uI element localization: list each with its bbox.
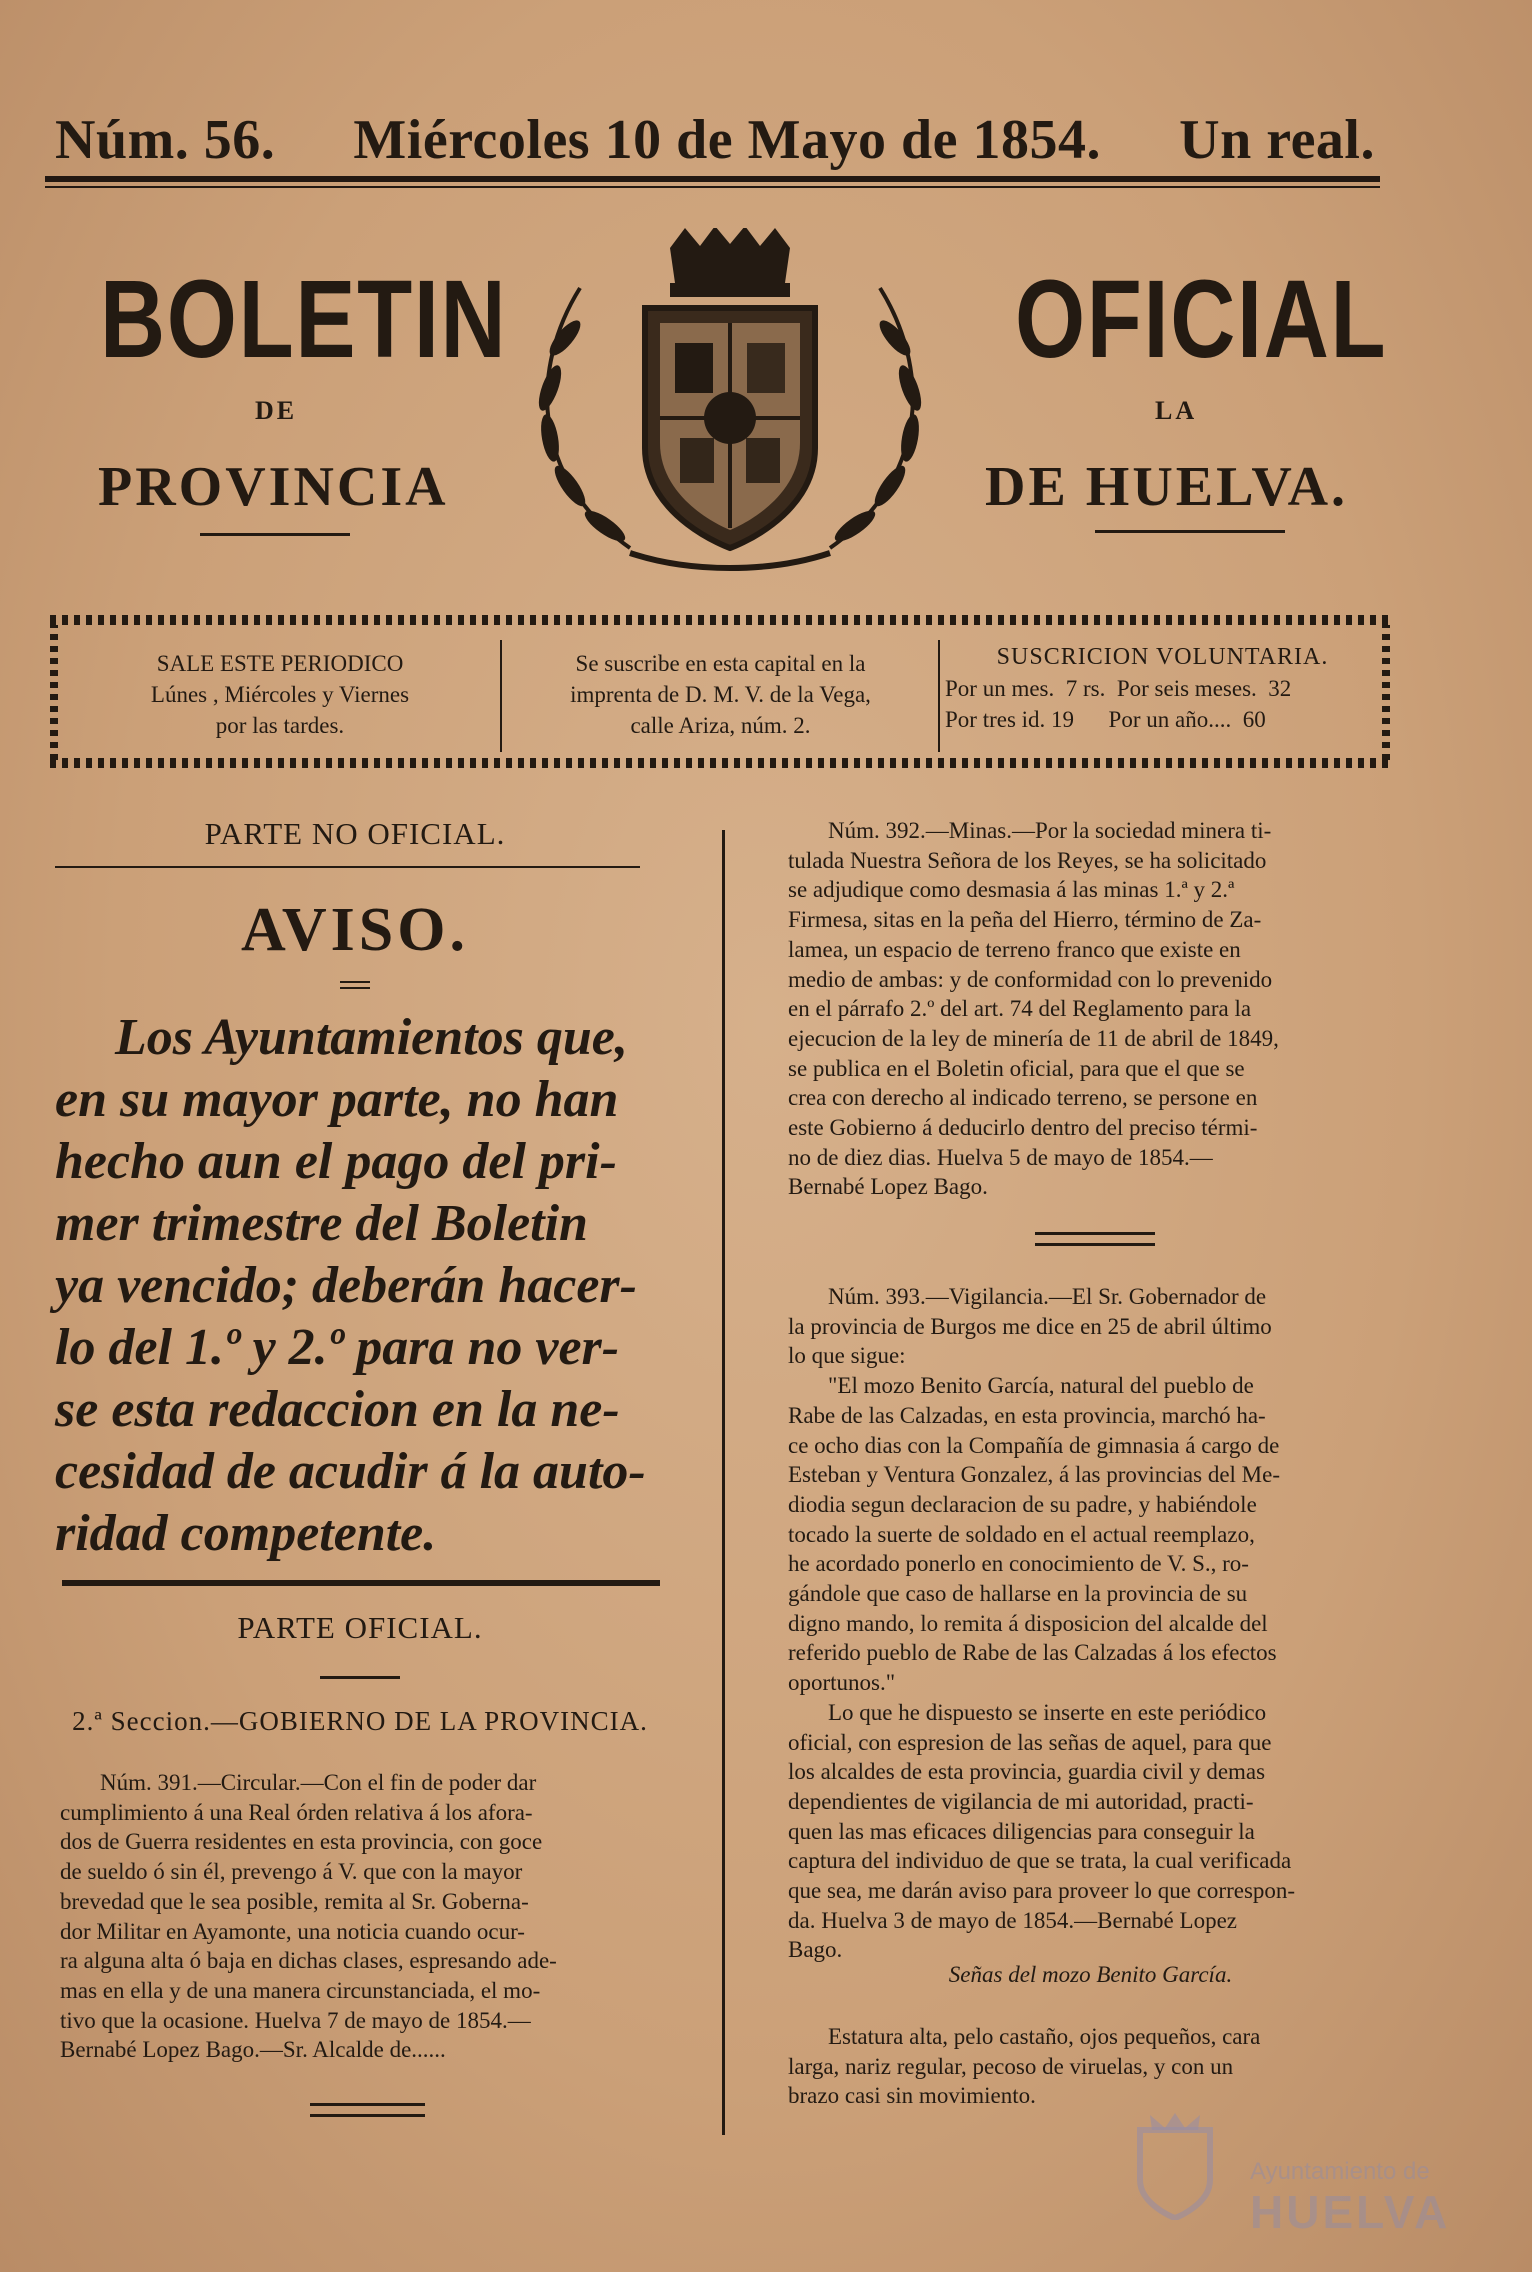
text-line: mas en ella y de una manera circunstanciada, el mo- bbox=[60, 1977, 541, 2003]
infobar-schedule bbox=[70, 648, 490, 741]
text-line: oficial, con espresion de las señas de aquel, para que bbox=[788, 1729, 1272, 1755]
text-line: que sea, me darán aviso para proveer lo que correspon- bbox=[788, 1878, 1296, 1904]
title-oficial: OFICIAL bbox=[1015, 258, 1388, 381]
coat-of-arms-icon bbox=[510, 228, 950, 578]
text-line: tulada Nuestra Señora de los Reyes, se ha solicitado bbox=[788, 847, 1267, 873]
watermark-shield-icon bbox=[1130, 2110, 1220, 2220]
infobar-divider-1 bbox=[500, 640, 502, 752]
text-line: gándole que caso de hallarse en la provincia de su bbox=[788, 1581, 1248, 1607]
watermark-line1: Ayuntamiento de bbox=[1250, 2158, 1430, 2185]
infobar-border-bottom bbox=[50, 758, 1390, 768]
place-line: Se suscribe en esta capital en la bbox=[575, 651, 866, 676]
text-line: digno mando, lo remita á disposicion del alcalde del bbox=[788, 1610, 1268, 1636]
text-line: la provincia de Burgos me dice en 25 de abril último bbox=[788, 1313, 1272, 1339]
end-ornament bbox=[310, 2103, 425, 2117]
text-line: ra alguna alta ó baja en dichas clases, espresando ade- bbox=[60, 1948, 557, 1974]
aviso-line: hecho aun el pago del pri- bbox=[55, 1133, 617, 1190]
aviso-notice bbox=[55, 1007, 665, 1565]
article-391 bbox=[60, 1768, 665, 2065]
text-line: Estatura alta, pelo castaño, ojos pequeños, cara bbox=[828, 2024, 1261, 2049]
text-line: este Gobierno á deducirlo dentro del preciso térmi- bbox=[788, 1115, 1258, 1141]
text-line: diodia segun declaracion de su padre, y habiéndole bbox=[788, 1491, 1257, 1517]
text-line: dos de Guerra residentes en esta provincia, con goce bbox=[60, 1829, 543, 1855]
heading-rule bbox=[55, 866, 640, 868]
place-line: imprenta de D. M. V. de la Vega, bbox=[570, 682, 871, 707]
text-line: lo que sigue: bbox=[788, 1343, 906, 1369]
aviso-line: lo del 1.º y 2.º para no ver- bbox=[55, 1319, 620, 1376]
aviso-dash bbox=[340, 981, 370, 983]
parte-oficial-heading: PARTE OFICIAL. bbox=[237, 1610, 483, 1645]
prices-row: Por tres id. 19 Por un año.... 60 bbox=[945, 707, 1266, 732]
aviso-line: se esta redaccion en la ne- bbox=[55, 1381, 620, 1438]
text-line: Rabe de las Calzadas, en esta provincia, marchó ha- bbox=[788, 1402, 1266, 1428]
aviso-dash-2 bbox=[340, 987, 370, 989]
text-line: "El mozo Benito García, natural del pueblo de bbox=[828, 1373, 1254, 1399]
infobar-border-top bbox=[50, 615, 1390, 625]
issue-date: Miércoles 10 de Mayo de 1854. bbox=[353, 109, 1101, 171]
text-line: he acordado ponerlo en conocimiento de V. S., ro- bbox=[788, 1551, 1249, 1577]
infobar-divider-2 bbox=[938, 640, 940, 752]
text-line: larga, nariz regular, pecoso de viruelas, y con un bbox=[788, 2053, 1234, 2079]
text-line: da. Huelva 3 de mayo de 1854.—Bernabé Lopez bbox=[788, 1907, 1237, 1933]
text-line: de sueldo ó sin él, prevengo á V. que con la mayor bbox=[60, 1859, 523, 1885]
column-divider bbox=[722, 830, 725, 2135]
article-393 bbox=[788, 1282, 1393, 1965]
text-line: brazo casi sin movimiento. bbox=[788, 2083, 1036, 2109]
infobar-subscription-place bbox=[508, 648, 933, 741]
aviso-line: en su mayor parte, no han bbox=[55, 1071, 619, 1128]
text-line: tivo que la ocasione. Huelva 7 de mayo de 1854.— bbox=[60, 2007, 531, 2033]
aviso-line: Los Ayuntamientos que, bbox=[115, 1009, 628, 1066]
aviso-title: AVISO. bbox=[241, 896, 469, 964]
title-boletin: BOLETIN bbox=[100, 258, 508, 381]
section-rule bbox=[62, 1580, 660, 1586]
schedule-line: Lúnes , Miércoles y Viernes bbox=[150, 682, 410, 707]
issue-number: Núm. 56. bbox=[55, 109, 276, 171]
text-line: Bago. bbox=[788, 1937, 843, 1963]
text-line: cumplimiento á una Real órden relativa á los afora- bbox=[60, 1799, 533, 1825]
text-line: dor Militar en Ayamonte, una noticia cuando ocur- bbox=[60, 1918, 525, 1944]
text-line: brevedad que le sea posible, remita al Sr. Goberna- bbox=[60, 1888, 529, 1914]
aviso-line: ridad competente. bbox=[55, 1505, 437, 1562]
title-de-huelva: DE HUELVA. bbox=[985, 456, 1349, 518]
infobar-border-right bbox=[1382, 625, 1390, 760]
title-la: LA bbox=[1155, 396, 1198, 425]
text-line: Núm. 393.—Vigilancia.—El Sr. Gobernador de bbox=[828, 1284, 1267, 1309]
text-line: Lo que he dispuesto se inserte en este periódico bbox=[828, 1699, 1267, 1725]
aviso-line: mer trimestre del Boletin bbox=[55, 1195, 588, 1252]
text-line: no de diez dias. Huelva 5 de mayo de 1854.— bbox=[788, 1144, 1213, 1170]
text-line: Firmesa, sitas en la peña del Hierro, término de Za- bbox=[788, 907, 1262, 933]
text-line: ejecucion de la ley de minería de 11 de abril de 1849, bbox=[788, 1025, 1279, 1051]
infobar-border-left bbox=[50, 625, 58, 760]
text-line: oportunos." bbox=[788, 1670, 896, 1696]
text-line: tocado la suerte de soldado en el actual reemplazo, bbox=[788, 1521, 1255, 1547]
article-separator bbox=[1035, 1232, 1155, 1246]
text-line: se publica en el Boletin oficial, para que el que se bbox=[788, 1055, 1245, 1081]
title-provincia: PROVINCIA bbox=[98, 456, 449, 518]
schedule-line: por las tardes. bbox=[215, 713, 345, 738]
infobar-prices bbox=[945, 642, 1380, 735]
text-line: lamea, un espacio de terreno franco que existe en bbox=[788, 936, 1241, 962]
text-line: se adjudique como desmasia á las minas 1.ª y 2.ª bbox=[788, 877, 1235, 903]
text-line: los alcaldes de esta provincia, guardia civil y demas bbox=[788, 1759, 1266, 1785]
text-line: captura del individuo de que se trata, la cual verificada bbox=[788, 1848, 1292, 1874]
title-flourish-right bbox=[1095, 530, 1285, 533]
text-line: en el párrafo 2.º del art. 74 del Reglamento para la bbox=[788, 996, 1252, 1022]
prices-row: Por un mes. 7 rs. Por seis meses. 32 bbox=[945, 676, 1292, 701]
watermark-line2: HUELVA bbox=[1250, 2186, 1451, 2238]
masthead-dateline bbox=[55, 105, 1375, 175]
text-line: Bernabé Lopez Bago. bbox=[788, 1174, 988, 1200]
title-de: DE bbox=[255, 396, 298, 425]
text-line: Bernabé Lopez Bago.—Sr. Alcalde de...... bbox=[60, 2037, 446, 2063]
text-line: Esteban y Ventura Gonzalez, á las provincias del Me- bbox=[788, 1462, 1280, 1488]
text-line: dependientes de vigilancia de mi autoridad, practi- bbox=[788, 1788, 1254, 1814]
seccion-heading: 2.ª Seccion.—GOBIERNO DE LA PROVINCIA. bbox=[72, 1706, 648, 1736]
text-line: crea con derecho al indicado terreno, se persone en bbox=[788, 1085, 1258, 1111]
place-line: calle Ariza, núm. 2. bbox=[630, 713, 811, 738]
text-line: Núm. 392.—Minas.—Por la sociedad minera ti- bbox=[828, 818, 1272, 843]
senas-heading: Señas del mozo Benito García. bbox=[948, 1962, 1233, 1987]
masthead-rule-thin bbox=[45, 186, 1380, 188]
prices-title: SUSCRICION VOLUNTARIA. bbox=[996, 644, 1329, 670]
senas-description bbox=[788, 2022, 1393, 2111]
title-flourish-left bbox=[200, 533, 350, 536]
text-line: referido pueblo de Rabe de las Calzadas á los efectos bbox=[788, 1640, 1277, 1666]
text-line: quen las mas eficaces diligencias para conseguir la bbox=[788, 1818, 1255, 1844]
masthead-rule bbox=[45, 176, 1380, 182]
aviso-line: ya vencido; deberán hacer- bbox=[55, 1257, 637, 1314]
text-line: medio de ambas: y de conformidad con lo prevenido bbox=[788, 966, 1273, 992]
heading-flourish bbox=[320, 1676, 400, 1679]
aviso-line: cesidad de acudir á la auto- bbox=[55, 1443, 646, 1500]
schedule-line: SALE ESTE PERIODICO bbox=[156, 651, 404, 676]
article-392 bbox=[788, 816, 1393, 1202]
text-line: ce ocho dias con la Compañía de gimnasia á cargo de bbox=[788, 1432, 1280, 1458]
issue-price: Un real. bbox=[1179, 109, 1375, 171]
text-line: Núm. 391.—Circular.—Con el fin de poder dar bbox=[100, 1770, 537, 1795]
parte-no-oficial-heading: PARTE NO OFICIAL. bbox=[204, 816, 506, 851]
